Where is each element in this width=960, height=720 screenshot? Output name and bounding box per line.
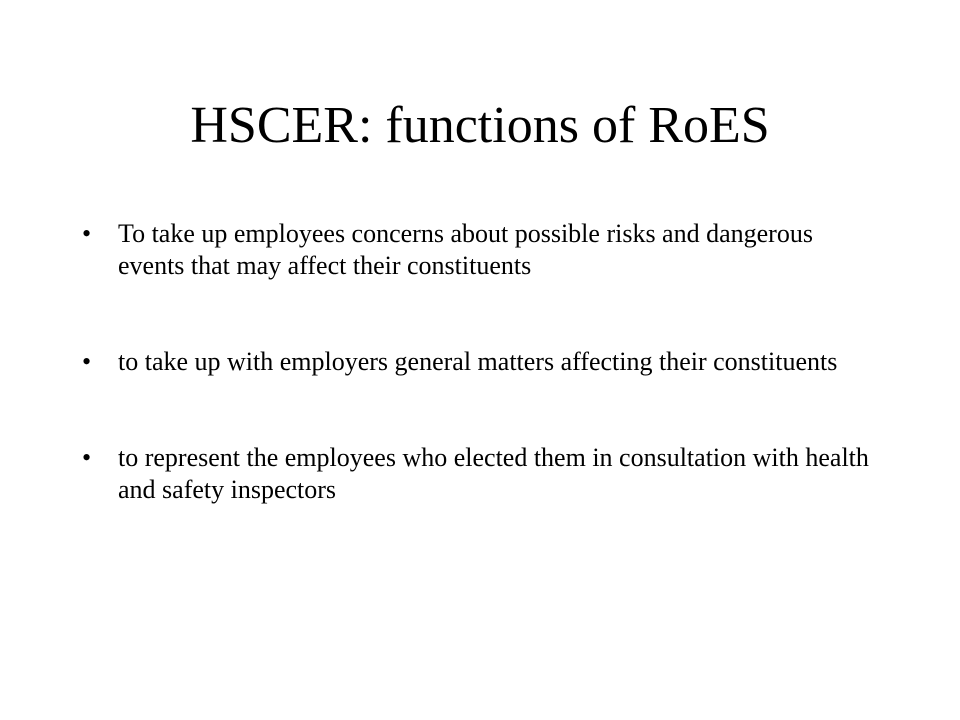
bullet-icon: • bbox=[82, 347, 92, 376]
bullet-icon: • bbox=[82, 443, 92, 472]
bullet-icon: • bbox=[82, 219, 92, 248]
bullet-text: To take up employees concerns about possible risks and dangerous events that may affect their constituents bbox=[118, 219, 813, 280]
bullet-text: to represent the employees who elected them in consultation with health and safety inspectors bbox=[118, 443, 869, 504]
list-item bbox=[80, 442, 880, 506]
slide-title: HSCER: functions of RoES bbox=[190, 97, 770, 154]
list-item bbox=[80, 218, 880, 282]
list-item bbox=[80, 346, 880, 378]
bullet-text: to take up with employers general matters affecting their constituents bbox=[118, 347, 838, 376]
bullet-list bbox=[80, 218, 880, 506]
